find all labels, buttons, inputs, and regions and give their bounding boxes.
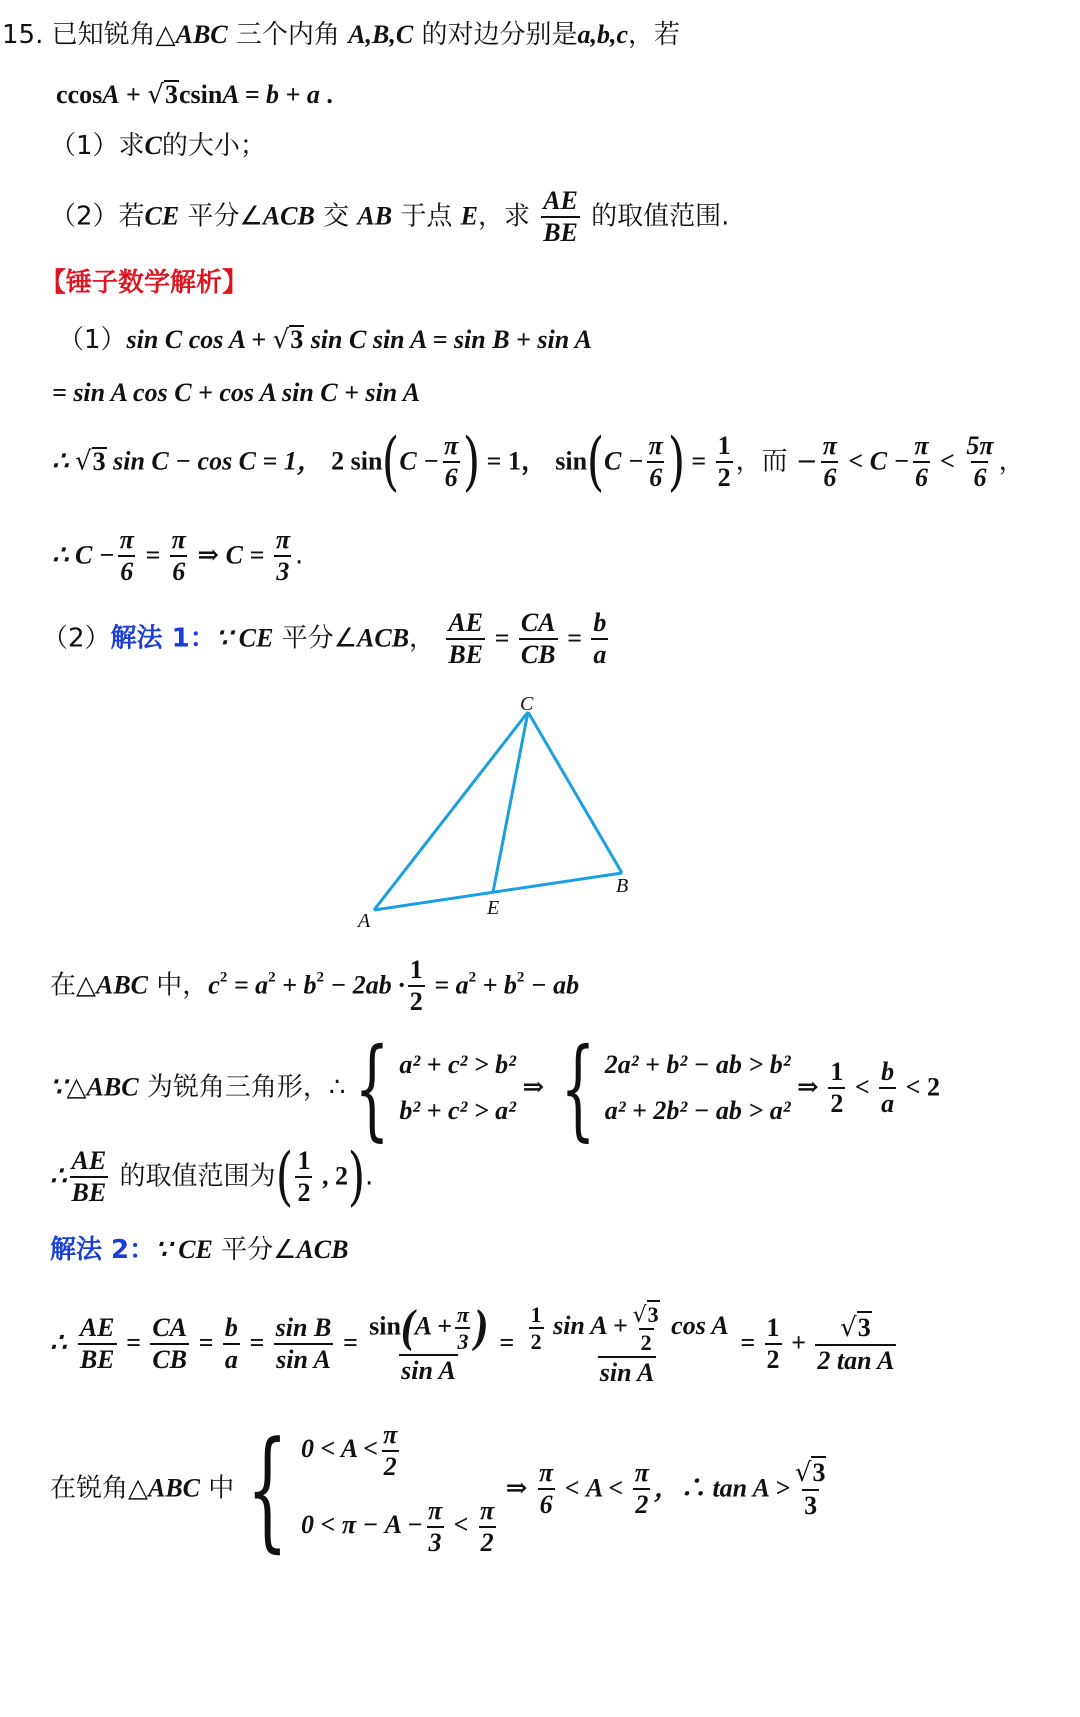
part1-line-1: （1）sin C cos A + √3 sin C sin A = sin B + sin A	[58, 325, 593, 355]
side-cb	[528, 712, 622, 873]
triangle-figure	[350, 690, 670, 950]
method2-label: 解法 2：	[50, 1235, 156, 1265]
problem-stem: 15. 已知锐角△ABC 三个内角 A,B,C 的对边分别是a,b,c，若	[2, 20, 681, 50]
part1-line-3: ∴ √3 sin C − cos C = 1， 2 sin(C − $\frac{\pi}{6}$ ) = 1， sin(C − $\frac{\pi}{6}$ ) = $\frac{1}{2}$ ，而 − $\frac{\pi}{6}$ < C − $\frac{\pi}{6}$ < $\frac{5\pi}{6}$ ，	[52, 425, 1025, 499]
point-label-e: E	[487, 897, 500, 919]
vertex-label-b: B	[616, 875, 629, 897]
range-result-line: ∴ $\frac{AE}{BE}$ 的取值范围为( $\frac{1}{2}$ , 2).	[50, 1140, 374, 1214]
solution-header: 【锤子数学解析】	[40, 268, 249, 298]
triangle-lines	[374, 712, 622, 910]
method2-line: 解法 2：∵ CE 平分∠ACB	[50, 1235, 349, 1265]
part1-line-4: ∴ C − $\frac{\pi}{6}$ = $\frac{\pi}{6}$ ⇒ C = $\frac{\pi}{3}$ .	[52, 525, 304, 586]
acute-angle-constraints: 在锐角△ABC 中{ 0 < A < $\frac{\pi}{2}$ 0 < π − A − $\frac{\pi}{3}$ < $\frac{\pi}{2}$ ⇒ $\frac{\pi}{6}$ < A < $\frac{\pi}{2}$ ，∴ tan A > $\frac{√3}{3}$	[50, 1412, 826, 1565]
problem-condition: ccosA + √3csinA = b + a .	[56, 80, 333, 110]
part2-method1-line: （2）解法 1：∵ CE 平分∠ACB， $\frac{AE}{BE}$ = $\frac{CA}{CB}$ = $\frac{b}{a}$	[42, 608, 607, 669]
side-ac	[374, 712, 528, 910]
acute-system-line: ∵△ABC 为锐角三角形，∴{ a² + c² > b² b² + c² > a² ⇒ { 2a² + b² − ab > b² a² + 2b² − ab > a² ⇒ $\frac{1}{2}$ < $\frac{b}{a}$ < 2	[50, 1024, 940, 1152]
part1-line-2: = sin A cos C + cos A sin C + sin A	[52, 378, 421, 407]
fraction-ae-be: $\frac{AE}{BE}$	[543, 186, 578, 247]
method2-ratio-chain: ∴ $\frac{AE}{BE}$ = $\frac{CA}{CB}$ = $\frac{b}{a}$ = $\frac{\text{sin B}}{\text{sin A}}$ = sin(A + $\frac{\pi}{3}$ ) sin A = $\frac{1}{2}$ sin A + $\frac{√3}{2}$ cos A sin A = $\frac{1}{2}$ + $\frac{√3}{\text{2 tan A}}$	[50, 1300, 895, 1387]
vertex-label-a: A	[358, 910, 371, 932]
question-1: （1）求C的大小；	[50, 131, 266, 161]
segment-ce	[493, 712, 528, 892]
cosine-law-line: 在△ABC 中，$c^2 = a^2 + b^2 - 2ab$ · $\frac{1}{2}$ = $a^2 + b^2$ − ab	[50, 955, 580, 1016]
question-2: （2）若CE 平分∠ACB 交 AB 于点 E，求 $\frac{AE}{BE}$ 的取值范围.	[50, 186, 730, 247]
vertex-label-c: C	[520, 693, 534, 715]
method1-label: 解法 1：	[110, 623, 216, 654]
problem-number: 15.	[2, 20, 44, 50]
